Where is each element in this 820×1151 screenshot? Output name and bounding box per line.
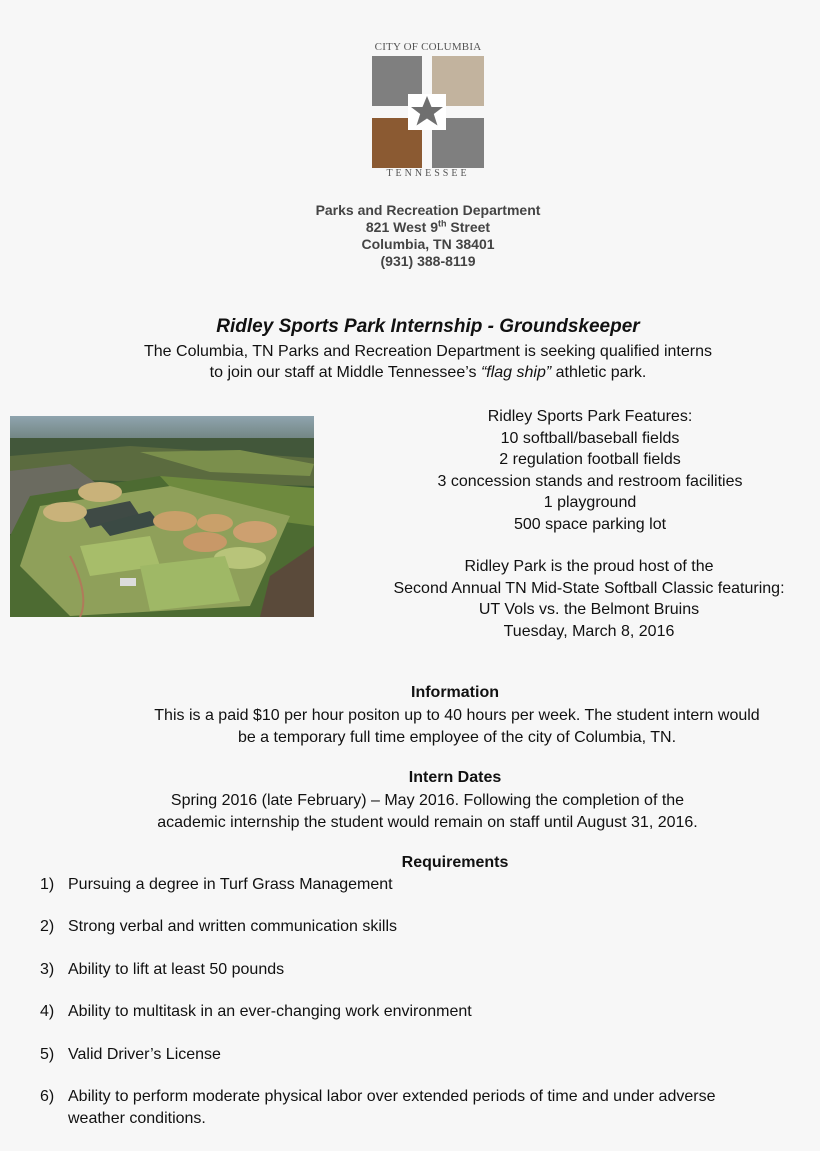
park-aerial-photo: [10, 416, 314, 617]
phone-number: (931) 388-8119: [380, 253, 476, 269]
list-number: 2): [40, 918, 55, 935]
city-state-zip: Columbia, TN 38401: [361, 236, 495, 252]
intro-line-2: [0, 362, 820, 383]
department-name: Parks and Recreation Department: [315, 202, 541, 218]
information-line: This is a paid $10 per hour positon up to 40 hours per week. The student intern would: [154, 707, 760, 724]
list-number: 1): [40, 876, 55, 893]
park-features: [360, 406, 820, 535]
feature-item: 10 softball/baseball fields: [500, 429, 680, 447]
list-text: Ability to lift at least 50 pounds: [68, 961, 285, 978]
intro-line-2-start: to join our staff at Middle Tennessee’s: [209, 364, 481, 381]
list-text: Pursuing a degree in Turf Grass Management: [68, 876, 393, 893]
list-number: 3): [40, 961, 55, 978]
intro-text: [0, 341, 820, 383]
street-address: [0, 219, 820, 236]
list-text: Valid Driver’s License: [68, 1046, 221, 1063]
intern-dates-line: academic internship the student would remain on staff until August 31, 2016.: [157, 813, 698, 831]
page-title: Ridley Sports Park Internship - Groundskeeper: [216, 316, 640, 337]
street-number: 821 West 9: [365, 219, 439, 235]
event-date: Tuesday, March 8, 2016: [503, 622, 675, 640]
list-number: 4): [40, 1003, 55, 1020]
street-suffix: Street: [446, 219, 491, 235]
list-number: 5): [40, 1046, 55, 1063]
event-line: Ridley Park is the proud host of the: [464, 558, 714, 575]
list-text: Ability to multitask in an ever-changing work environment: [68, 1003, 472, 1020]
feature-item: 500 space parking lot: [513, 515, 667, 533]
features-heading: Ridley Sports Park Features:: [487, 408, 693, 425]
requirements-heading: Requirements: [401, 854, 509, 871]
feature-item: 3 concession stands and restroom facilities: [437, 472, 743, 490]
information-heading: Information: [411, 684, 499, 701]
information-line: be a temporary full time employee of the city of Columbia, TN.: [237, 728, 677, 746]
feature-item: 1 playground: [543, 494, 637, 511]
list-text: Ability to perform moderate physical labor over extended periods of time and under adverse weather conditions.: [68, 1088, 716, 1127]
list-text: Strong verbal and written communication skills: [68, 918, 398, 935]
logo-bottom-text: TENNESSEE: [386, 168, 470, 179]
event-line: Second Annual TN Mid-State Softball Classic featuring:: [393, 579, 785, 597]
list-number: 6): [40, 1088, 55, 1105]
information-body: [100, 705, 814, 748]
intern-dates-body: [70, 790, 785, 833]
street-ordinal: th: [438, 218, 447, 229]
city-logo: [368, 40, 488, 184]
department-address: [0, 202, 820, 270]
event-announcement: [358, 556, 820, 642]
intro-line-1: The Columbia, TN Parks and Recreation Department is seeking qualified interns: [144, 343, 712, 360]
intro-emphasis: “flag ship”: [480, 364, 552, 381]
feature-item: 2 regulation football fields: [499, 451, 681, 468]
intro-line-2-end: athletic park.: [551, 364, 647, 381]
intern-dates-line: Spring 2016 (late February) – May 2016. Following the completion of the: [170, 792, 685, 809]
logo-quadrants: [370, 56, 486, 168]
event-line: UT Vols vs. the Belmont Bruins: [478, 601, 700, 618]
intern-dates-heading: Intern Dates: [408, 769, 502, 786]
logo-top-text: CITY OF COLUMBIA: [374, 41, 482, 53]
